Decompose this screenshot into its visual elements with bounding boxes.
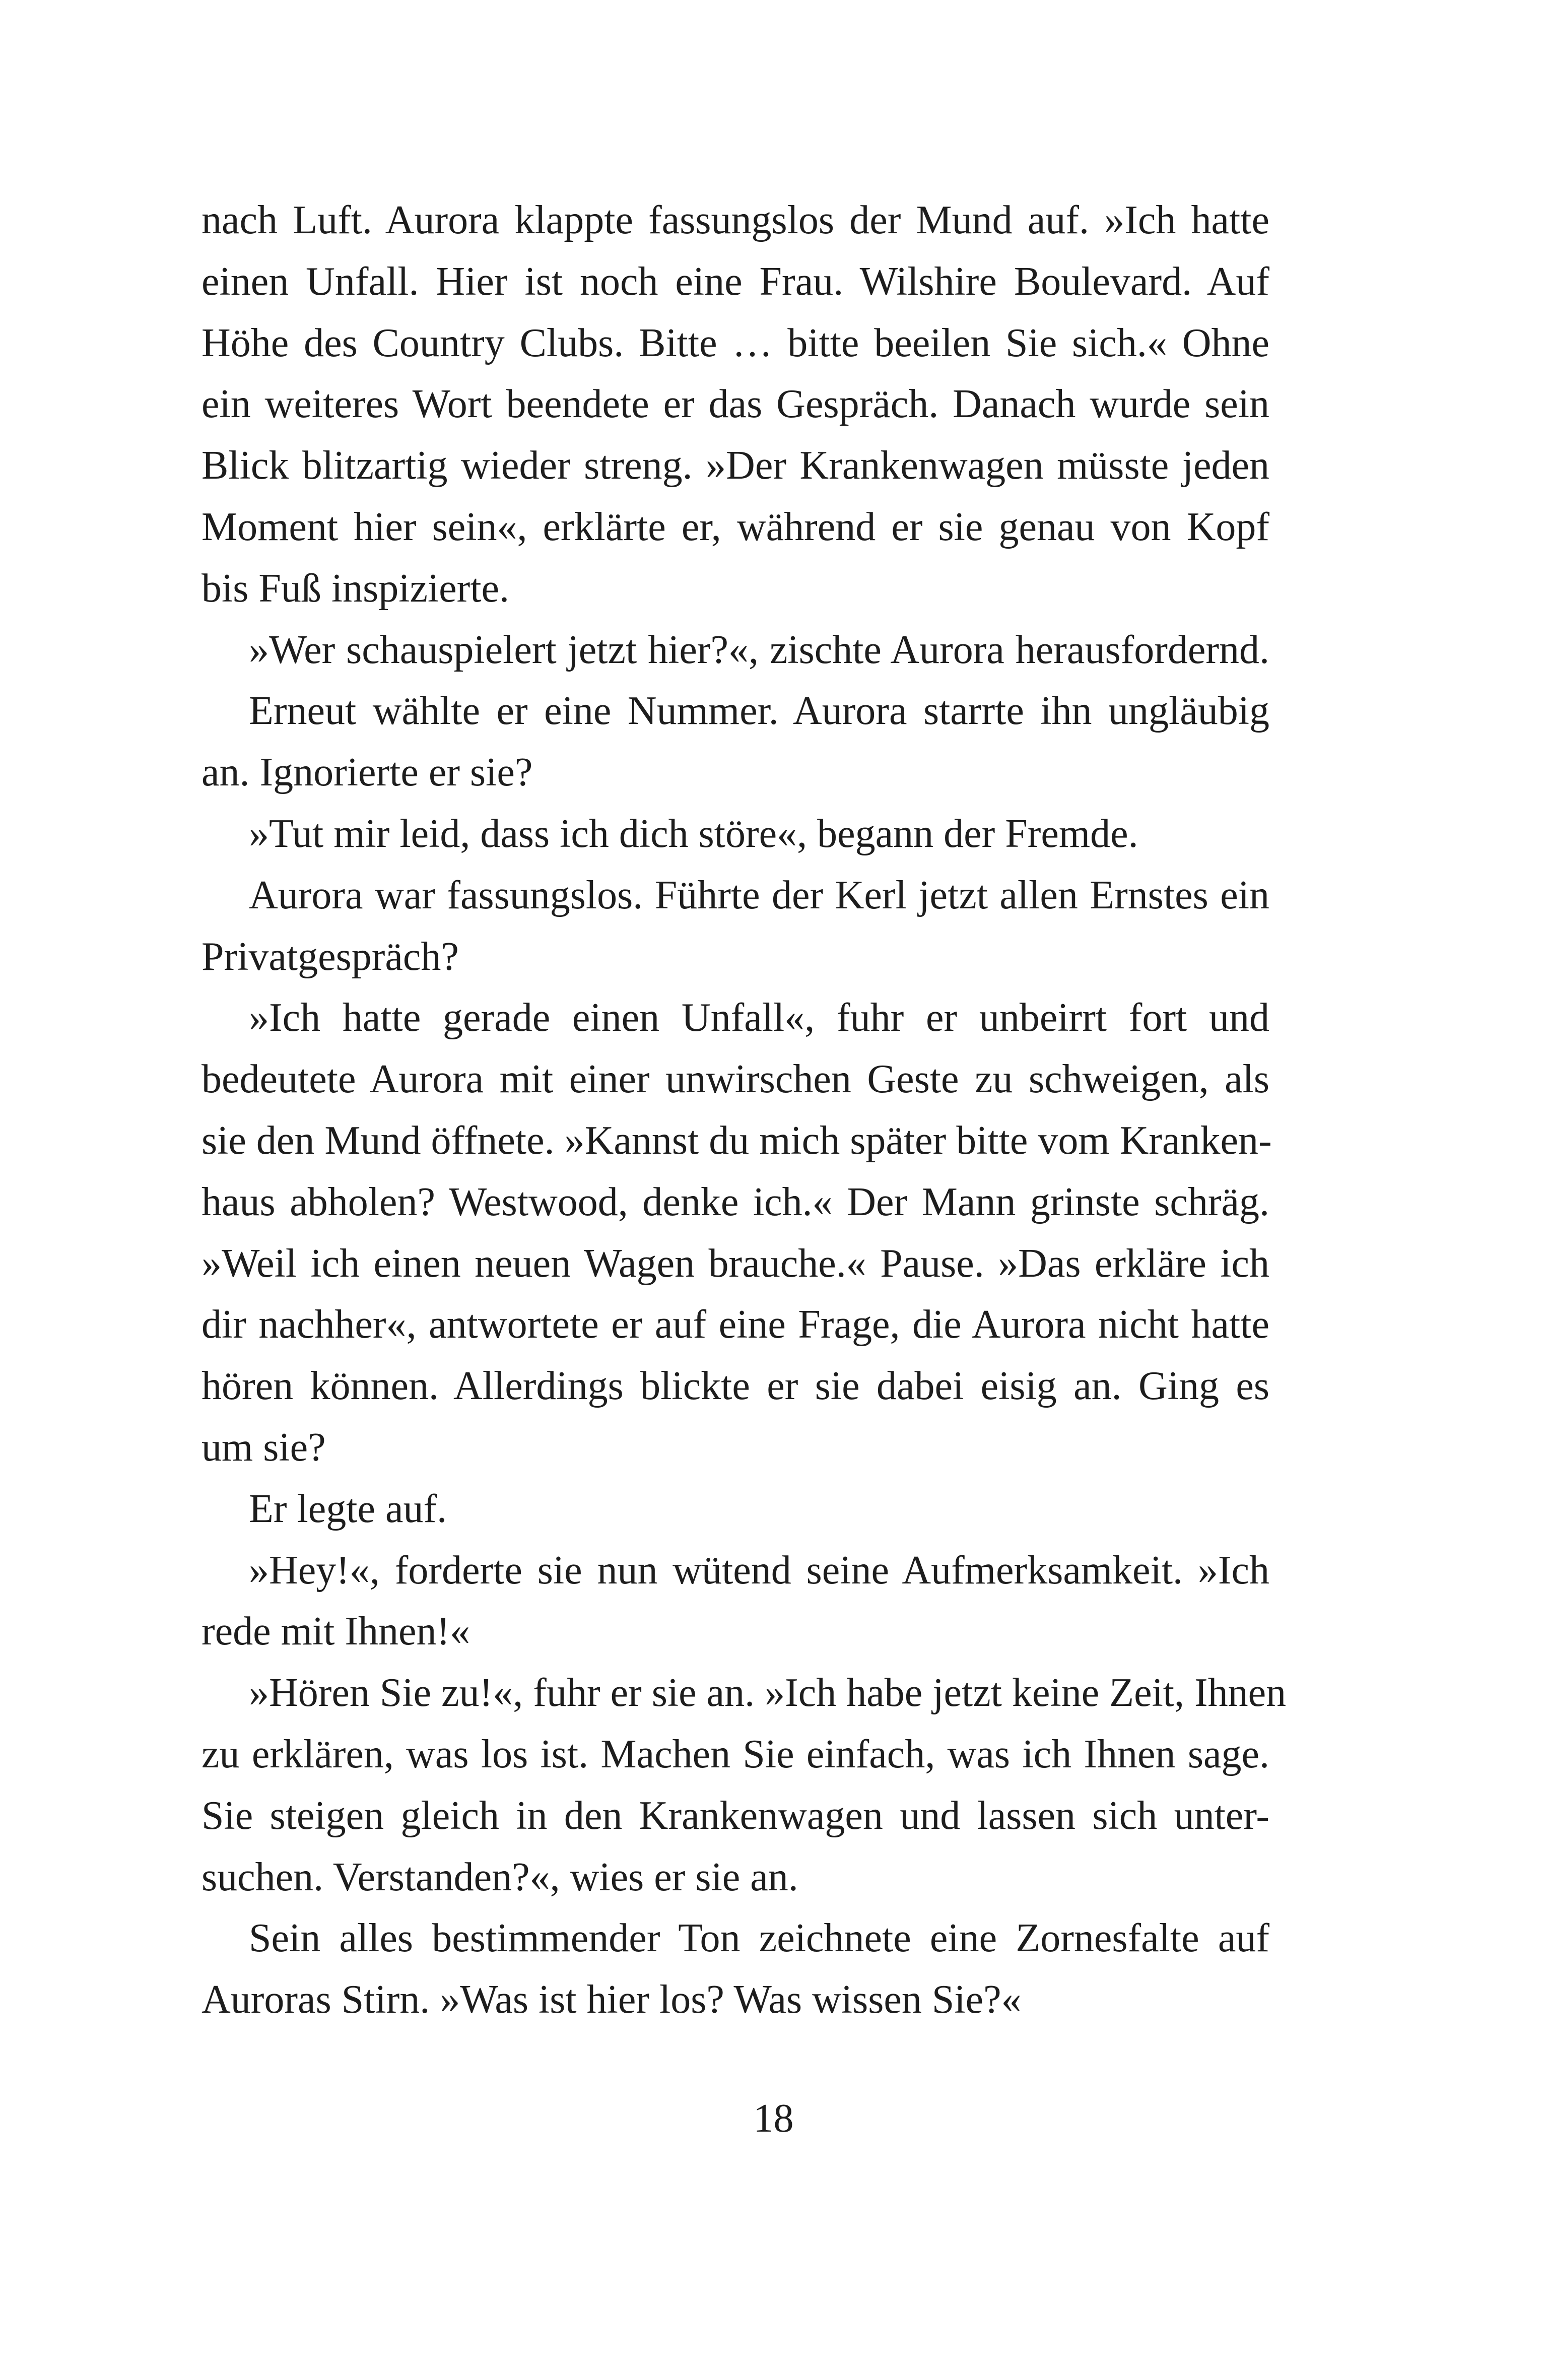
text-line: hören können. Allerdings blickte er sie dabei eisig an. Ging es [201, 1364, 1269, 1409]
text-line: Erneut wählte er eine Nummer. Aurora starrte ihn ungläubig [249, 689, 1269, 734]
text-line: »Ich hatte gerade einen Unfall«, fuhr er unbeirrt fort und [249, 996, 1269, 1040]
text-line: Sein alles bestimmender Ton zeichnete eine Zornesfalte auf [249, 1916, 1269, 1961]
text-line: »Hören Sie zu!«, fuhr er sie an. »Ich habe jetzt keine Zeit, Ihnen [249, 1671, 1287, 1715]
text-line: sie den Mund öffnete. »Kannst du mich später bitte vom Kranken- [201, 1118, 1272, 1163]
text-line: einen Unfall. Hier ist noch eine Frau. Wilshire Boulevard. Auf [201, 259, 1269, 304]
text-line: dir nachher«, antwortete er auf eine Frage, die Aurora nicht hatte [201, 1302, 1269, 1347]
text-line: rede mit Ihnen!« [201, 1609, 470, 1654]
book-page-body [201, 190, 1287, 2031]
text-line: suchen. Verstanden?«, wies er sie an. [201, 1855, 798, 1899]
text-line: Er legte auf. [249, 1486, 447, 1531]
text-line: haus abholen? Westwood, denke ich.« Der Mann grinste schräg. [201, 1179, 1269, 1224]
text-line: Blick blitzartig wieder streng. »Der Krankenwagen müsste jeden [201, 443, 1269, 488]
text-line: Auroras Stirn. »Was ist hier los? Was wissen Sie?« [201, 1977, 1022, 2022]
text-line: »Tut mir leid, dass ich dich störe«, begann der Fremde. [249, 811, 1138, 856]
text-line: Aurora war fassungslos. Führte der Kerl jetzt allen Ernstes ein [249, 873, 1269, 917]
text-line: um sie? [201, 1425, 326, 1470]
text-line: Privatgespräch? [201, 934, 459, 979]
text-line: nach Luft. Aurora klappte fassungslos der Mund auf. »Ich hatte [201, 198, 1269, 242]
text-line: Moment hier sein«, erklärte er, während er sie genau von Kopf [201, 504, 1269, 549]
text-line: »Weil ich einen neuen Wagen brauche.« Pause. »Das erkläre ich [201, 1241, 1269, 1286]
text-line: bis Fuß inspizierte. [201, 566, 510, 611]
text-line: an. Ignorierte er sie? [201, 750, 533, 795]
text-line: ein weiteres Wort beendete er das Gespräch. Danach wurde sein [201, 382, 1269, 427]
text-line: zu erklären, was los ist. Machen Sie einfach, was ich Ihnen sage. [201, 1732, 1269, 1776]
text-line: Sie steigen gleich in den Krankenwagen und lassen sich unter- [201, 1793, 1269, 1838]
text-line: bedeutete Aurora mit einer unwirschen Geste zu schweigen, als [201, 1057, 1269, 1102]
text-line: Höhe des Country Clubs. Bitte … bitte beeilen Sie sich.« Ohne [201, 320, 1269, 365]
text-line: »Wer schauspielert jetzt hier?«, zischte Aurora herausfordernd. [249, 627, 1269, 672]
page-number: 18 [753, 2096, 794, 2141]
text-line: »Hey!«, forderte sie nun wütend seine Aufmerksamkeit. »Ich [249, 1548, 1269, 1593]
